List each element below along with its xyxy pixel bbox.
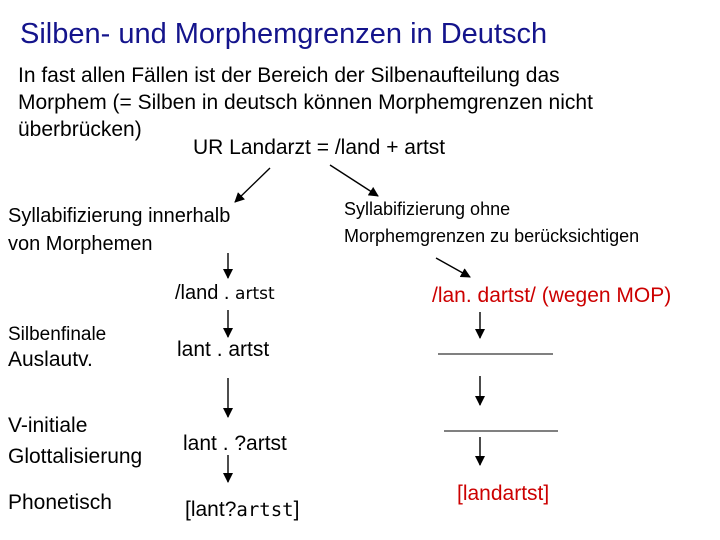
left-phonetic-close: ] [293,498,300,521]
left-step-glottalization: lant . ?artst [183,432,287,455]
right-phonetic-form: [landartst] [457,482,550,505]
row-label-vinitiale-2: Glottalisierung [8,445,143,468]
slide-title: Silben- und Morphemgrenzen in Deutsch [20,18,548,50]
left-phonetic-mono: artst [236,499,294,521]
arrow-to-left-branch [235,168,270,202]
intro-line-2: Morphem (= Silben in deutsch können Morphemgrenzen nicht [18,91,593,114]
left-step-devoicing: lant . artst [177,338,270,361]
arrow-right-heading [436,258,470,277]
left-step-syllabified-main: /land . [175,282,236,304]
left-branch-heading-2: von Morphemen [8,233,153,255]
underlying-representation: UR Landarzt = /land + artst [193,136,446,159]
right-step-syllabified: /lan. dartst/ (wegen MOP) [432,284,672,307]
row-label-vinitiale-1: V-initiale [8,414,88,437]
intro-line-1: In fast allen Fällen ist der Bereich der Silbenaufteilung das [18,64,560,87]
left-step-syllabified-coda: artst [235,284,275,304]
left-branch-heading-1: Syllabifizierung innerhalb [8,205,231,227]
right-branch-heading-2: Morphemgrenzen zu berücksichtigen [344,226,640,246]
row-label-silbenfinale-2: Auslautv. [8,348,93,371]
row-label-phonetisch: Phonetisch [8,491,112,514]
right-branch-heading-1: Syllabifizierung ohne [344,199,511,219]
row-label-silbenfinale-1: Silbenfinale [8,324,107,345]
left-phonetic-open: [lant? [185,498,237,521]
arrow-to-right-branch [330,165,378,196]
intro-line-3: überbrücken) [18,118,142,141]
